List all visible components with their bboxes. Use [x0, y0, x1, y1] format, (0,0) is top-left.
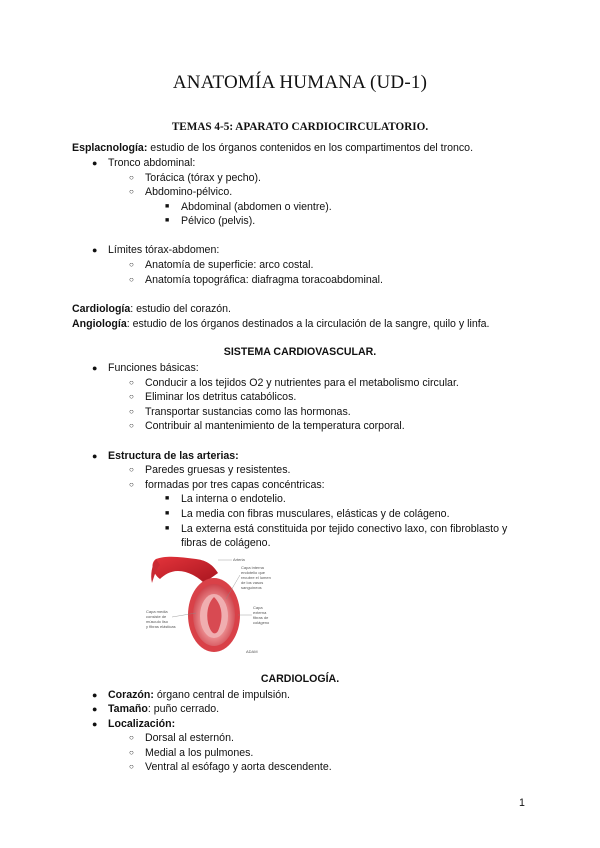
circle-bullet-icon: ○ [129, 378, 134, 387]
funcion-item: Contribuir al mantenimiento de la temperatura corporal. [145, 420, 405, 432]
label-interna-2: recubre el lumen [241, 575, 271, 580]
circle-bullet-icon: ○ [129, 465, 134, 474]
circle-bullet-icon: ○ [129, 480, 134, 489]
square-bullet-icon: ■ [165, 203, 170, 210]
page-number: 1 [519, 797, 525, 809]
artery-illustration [142, 553, 300, 659]
abdominal-item: Abdominal (abdomen o vientre). [181, 201, 332, 213]
superficie-item: Anatomía de superficie: arco costal. [145, 259, 314, 271]
disc-bullet-icon: ● [92, 245, 98, 255]
circle-bullet-icon: ○ [129, 275, 134, 284]
angiologia-definition [72, 317, 490, 331]
corazon-item [108, 688, 290, 702]
esplacnologia-term: Esplacnología: [72, 142, 148, 154]
disc-bullet-icon: ● [92, 719, 98, 729]
corazon-text: órgano central de impulsión. [153, 689, 290, 701]
tamano-term: Tamaño [108, 703, 148, 715]
square-bullet-icon: ■ [165, 525, 170, 532]
square-bullet-icon: ■ [165, 510, 170, 517]
circle-bullet-icon: ○ [129, 407, 134, 416]
interna-item: La interna o endotelio. [181, 493, 286, 505]
tamano-item [108, 702, 219, 716]
disc-bullet-icon: ● [92, 158, 98, 168]
funcion-item: Transportar sustancias como las hormonas. [145, 406, 351, 418]
cardiologia-text: : estudio del corazón. [130, 303, 231, 315]
square-bullet-icon: ■ [165, 217, 170, 224]
label-arteria: Arteria [233, 557, 245, 562]
circle-bullet-icon: ○ [129, 421, 134, 430]
localizacion-item: Medial a los pulmones. [145, 747, 254, 759]
funcion-item: Conducir a los tejidos O2 y nutrientes para el metabolismo circular. [145, 377, 459, 389]
angiologia-text: : estudio de los órganos destinados a la circulación de la sangre, quilo y linfa. [126, 318, 490, 330]
toracica-item: Torácica (tórax y pecho). [145, 172, 261, 184]
label-media-3: y fibras elásticas [146, 624, 176, 629]
disc-bullet-icon: ● [92, 690, 98, 700]
label-interna-3: de los vasos [241, 580, 264, 585]
label-interna-4: sanguíneos [241, 585, 262, 590]
localizacion-item: Ventral al esófago y aorta descendente. [145, 761, 332, 773]
label-externa-3: colágeno [253, 620, 270, 625]
topografica-item: Anatomía topográfica: diafragma toracoabdominal. [145, 274, 383, 286]
paredes-item: Paredes gruesas y resistentes. [145, 464, 291, 476]
limites-label: Límites tórax-abdomen: [108, 244, 220, 256]
capas-item: formadas por tres capas concéntricas: [145, 479, 325, 491]
arterias-label: Estructura de las arterias: [108, 450, 239, 462]
document-title: ANATOMÍA HUMANA (UD-1) [172, 72, 428, 93]
externa-item: La externa está constituida por tejido conectivo laxo, con fibroblasto y [181, 523, 508, 535]
cardiologia-definition [72, 302, 231, 316]
label-media-2: músculo liso [146, 619, 169, 624]
externa-item-continued: fibras de colágeno. [181, 537, 271, 549]
figure-credit: ADAM [246, 649, 258, 654]
esplacnologia-definition [72, 141, 473, 155]
cardiologia-term: Cardiología [72, 303, 131, 315]
esplacnologia-text: estudio de los órganos contenidos en los compartimentos del tronco. [147, 142, 474, 154]
media-item: La media con fibras musculares, elásticas y de colágeno. [181, 508, 450, 520]
disc-bullet-icon: ● [92, 451, 98, 461]
pelvico-item: Pélvico (pelvis). [181, 215, 256, 227]
circle-bullet-icon: ○ [129, 187, 134, 196]
angiologia-term: Angiología [72, 318, 127, 330]
label-interna-0: Capa interna [241, 565, 264, 570]
tronco-label: Tronco abdominal: [108, 157, 196, 169]
label-media-1: consiste de [146, 614, 167, 619]
disc-bullet-icon: ● [92, 363, 98, 373]
label-externa-2: fibras de [253, 615, 269, 620]
funcion-item: Eliminar los detritus catabólicos. [145, 391, 297, 403]
label-interna-1: endotelio que [241, 570, 266, 575]
circle-bullet-icon: ○ [129, 173, 134, 182]
localizacion-item: Dorsal al esternón. [145, 732, 234, 744]
section-subtitle: TEMAS 4-5: APARATO CARDIOCIRCULATORIO. [171, 121, 429, 133]
circle-bullet-icon: ○ [129, 748, 134, 757]
square-bullet-icon: ■ [165, 495, 170, 502]
circle-bullet-icon: ○ [129, 260, 134, 269]
funciones-label: Funciones básicas: [108, 362, 199, 374]
label-media-0: Capa media [146, 609, 168, 614]
circle-bullet-icon: ○ [129, 733, 134, 742]
localizacion-label: Localización: [108, 718, 176, 730]
label-externa-1: externa [253, 610, 267, 615]
circle-bullet-icon: ○ [129, 392, 134, 401]
disc-bullet-icon: ● [92, 704, 98, 714]
abdomino-item: Abdomino-pélvico. [145, 186, 233, 198]
tamano-text: : puño cerrado. [147, 703, 220, 715]
circle-bullet-icon: ○ [129, 762, 134, 771]
label-externa-0: Capa [253, 605, 263, 610]
sistema-heading: SISTEMA CARDIOVASCULAR. [223, 346, 377, 358]
cardiologia-heading: CARDIOLOGÍA. [260, 673, 340, 685]
corazon-term: Corazón: [108, 689, 154, 701]
